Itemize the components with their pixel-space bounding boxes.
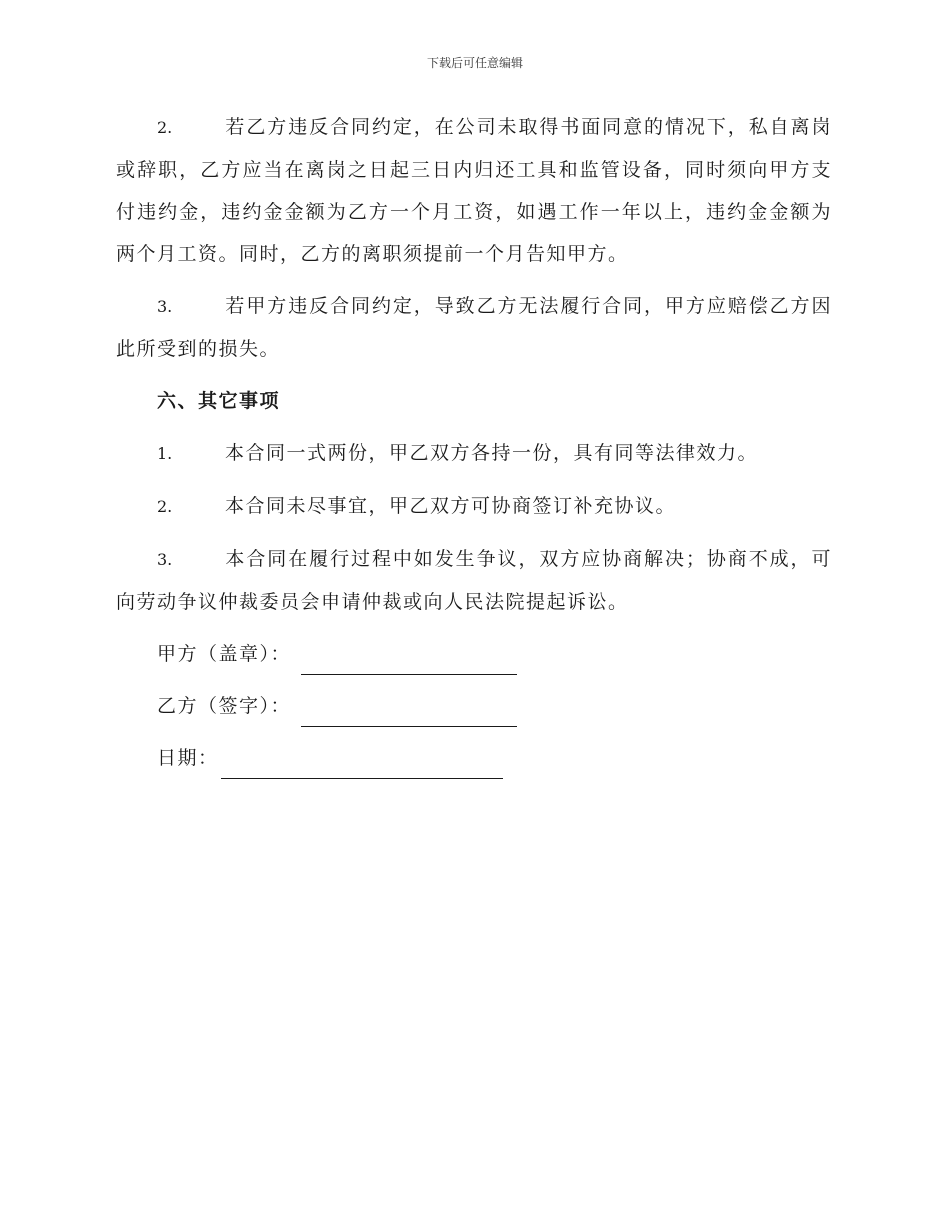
clause-3 — [116, 285, 832, 370]
clause-number: 2. — [157, 118, 173, 137]
section-title: 六、其它事项 — [157, 390, 281, 412]
document-body — [116, 106, 832, 789]
item-number: 1. — [157, 444, 173, 463]
clause-text: 若甲方违反合同约定，导致乙方无法履行合同，甲方应赔偿乙方因此所受到的损失。 — [116, 295, 832, 360]
item-1 — [116, 432, 832, 475]
item-number: 3. — [157, 550, 173, 569]
item-text: 本合同在履行过程中如发生争议，双方应协商解决；协商不成，可向劳动争议仲裁委员会申请仲裁或向人民法院提起诉讼。 — [116, 548, 832, 613]
date-blank — [221, 748, 503, 779]
party-b-signature-line — [157, 685, 832, 727]
clause-number: 3. — [157, 297, 173, 316]
item-text: 本合同一式两份，甲乙双方各持一份，具有同等法律效力。 — [225, 442, 759, 464]
party-a-label: 甲方（盖章）： — [157, 643, 292, 665]
header-note: 下载后可任意编辑 — [426, 56, 523, 70]
date-signature-line — [157, 737, 832, 779]
date-label: 日期： — [157, 747, 219, 769]
party-a-signature-line — [157, 633, 832, 675]
item-text: 本合同未尽事宜，甲乙双方可协商签订补充协议。 — [225, 495, 677, 517]
item-3 — [116, 538, 832, 623]
item-2 — [116, 485, 832, 528]
party-b-blank — [301, 696, 517, 727]
party-a-blank — [301, 644, 517, 675]
party-b-label: 乙方（签字）： — [157, 695, 292, 717]
clause-text: 若乙方违反合同约定，在公司未取得书面同意的情况下，私自离岗或辞职，乙方应当在离岗之日起三日内归还工具和监管设备，同时须向甲方支付违约金，违约金金额为乙方一个月工资，如遇工作一年以上，违约金金额为两个月工资。同时，乙方的离职须提前一个月告知甲方。 — [116, 116, 832, 265]
item-number: 2. — [157, 497, 173, 516]
clause-2 — [116, 106, 832, 275]
